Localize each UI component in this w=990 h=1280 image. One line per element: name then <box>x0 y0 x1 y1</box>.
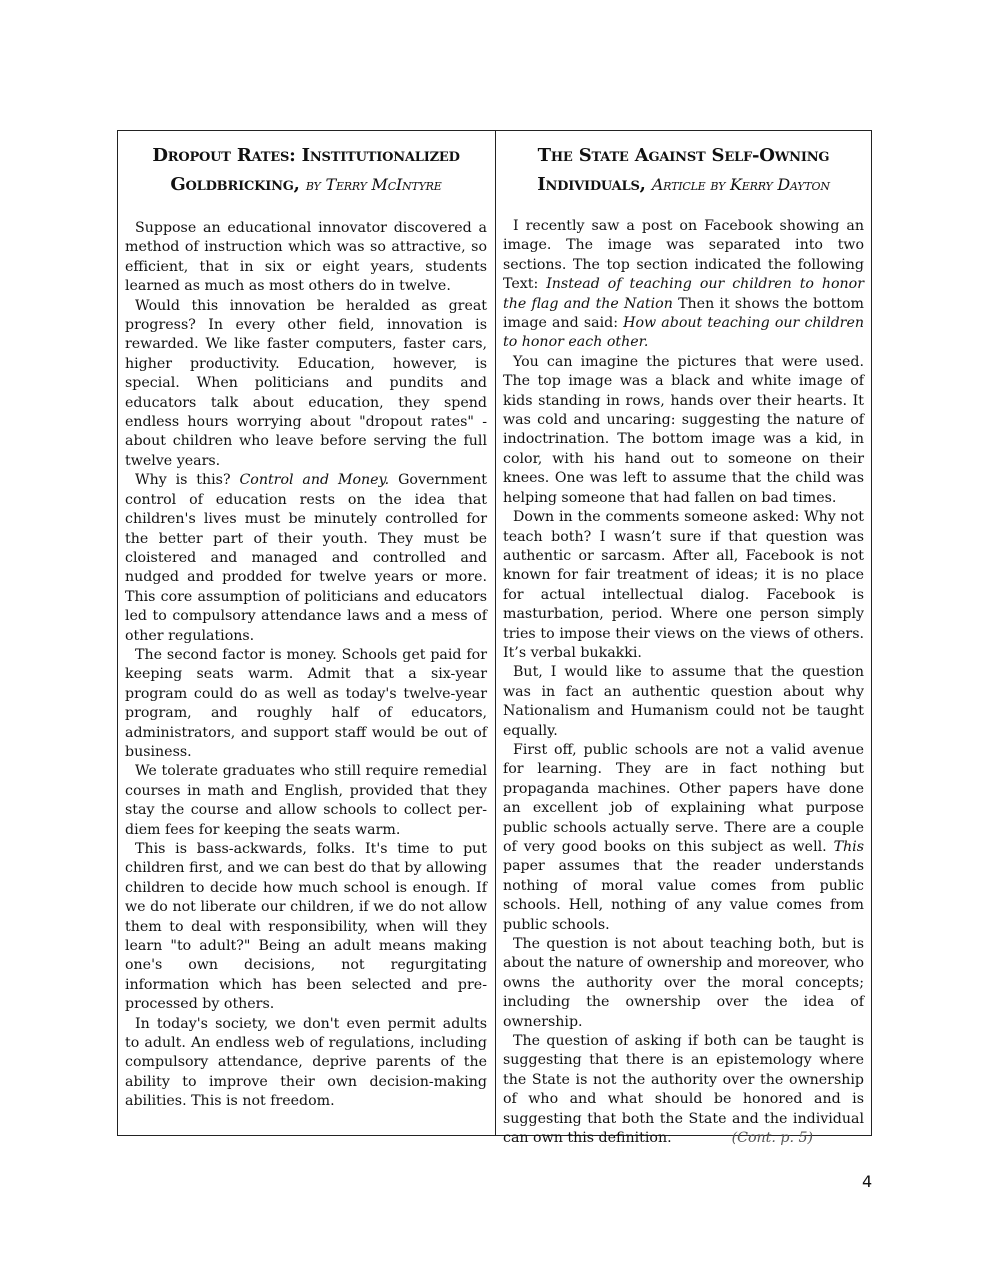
left-article-title <box>125 141 487 199</box>
right-article <box>503 131 864 1149</box>
left-title-line2: Goldbricking, <box>170 174 300 195</box>
left-paragraph-1: Suppose an educational innovator discovered a method of instruction which was so attractive, so efficient, that in six or eight years, students learned as much as most others do in twelve. <box>125 220 487 295</box>
right-paragraph-5: First off, public schools are not a valid avenue for learning. They are in fact nothing but propaganda machines. Other papers have done an excellent job of explaining what purpose public schools actually serve. There are a couple of very good books on this subject as well. This paper assumes that the reader understands nothing of moral value comes from public schools. Hell, nothing of any value comes from public schools. <box>503 741 864 933</box>
article-frame <box>117 130 872 1147</box>
right-paragraph-3: Down in the comments someone asked: Why not teach both? I wasn’t sure if that question was authentic or sarcasm. After all, Facebook is not known for fair treatment of ideas; it is no place for actual intellectual dialog. Facebook is masturbation, period. Where one person simply tries to impose their views on the views of others. It’s verbal bukakki. <box>503 509 864 661</box>
left-paragraph-2: Would this innovation be heralded as great progress? In every other field, innovation is rewarded. We like faster computers, faster cars, higher productivity. Education, however, is special. When politicians and pundits and educators talk about education, they spend endless hours worrying about "dropout rates" - about children who leave before serving the full twelve years. <box>125 297 487 469</box>
right-title-line1: The State Against Self-Owning <box>537 145 830 166</box>
continued-note: (Cont. p. 5) <box>731 1130 814 1147</box>
right-paragraph-6: The question is not about teaching both, but is about the nature of ownership and moreover, who owns the authority over the moral concepts; including the ownership over the idea of ownership. <box>503 936 864 1030</box>
left-article <box>125 131 487 1112</box>
left-paragraph-5: We tolerate graduates who still require remedial courses in math and English, provided that they stay the course and allow schools to collect per-diem fees for keeping the seats warm. <box>125 763 487 838</box>
right-article-title <box>503 141 864 199</box>
left-paragraph-7: In today's society, we don't even permit adults to adult. An endless web of regulations, including compulsory attendance, deprive parents of the ability to improve their own decision-making abilities. This is not freedom. <box>125 1015 487 1110</box>
right-title-line2: Individuals, <box>537 174 646 195</box>
left-paragraph-6: This is bass-ackwards, folks. It's time to put children first, and we can best do that by allowing children to decide how much school is enough. If we do not liberate our children, if we do not allow them to deal with responsibility, when will they learn "to adult?" Being an adult means making one's own decisions, not regurgitating information which has been selected and pre-processed by others. <box>125 841 487 1013</box>
left-byline: by Terry McIntyre <box>305 175 442 194</box>
right-article-body <box>503 217 864 1149</box>
right-paragraph-2: You can imagine the pictures that were used. The top image was a black and white image of kids standing in rows, hands over their hearts. It was cold and uncaring: suggesting the nature of indoctrination. The bottom image was a kid, in color, with his hand out to someone on their knees. One was left to assume that the child was helping someone that had fallen on bad times. <box>503 353 864 506</box>
right-paragraph-4: But, I would like to assume that the question was in fact an authentic question about why Nationalism and Humanism could not be taught equally. <box>503 664 864 739</box>
right-byline: Article by Kerry Dayton <box>651 175 830 194</box>
left-paragraph-3: Why is this? Control and Money. Government control of education rests on the idea that children's lives must be minutely controlled for the better part of their youth. They must be cloistered and managed and controlled and nudged and prodded for twelve years or more. This core assumption of politicians and educators led to compulsory attendance laws and a mess of other regulations. <box>125 472 487 644</box>
page-number: 4 <box>862 1172 873 1191</box>
right-paragraph-1: I recently saw a post on Facebook showing an image. The image was separated into two sections. The top section indicated the following Text: Instead of teaching our children to honor the flag and the Nation Then it shows the bottom image and said: How about teaching our children to honor each other. <box>503 218 865 351</box>
right-paragraph-7: The question of asking if both can be taught is suggesting that there is an epistemology where the State is not the authority over the ownership of who and what should be honored and is suggesting that both the State and the individual can own this definition. (Cont. p. 5) <box>503 1033 864 1147</box>
left-article-body <box>125 219 487 1112</box>
column-divider <box>495 131 496 1135</box>
left-paragraph-4: The second factor is money. Schools get paid for keeping seats warm. Admit that a six-year program could do as well as today's twelve-year program, and roughly half of educators, administrators, and support staff would be out of business. <box>125 646 487 760</box>
left-title-line1: Dropout Rates: Institutionalized <box>152 145 460 166</box>
